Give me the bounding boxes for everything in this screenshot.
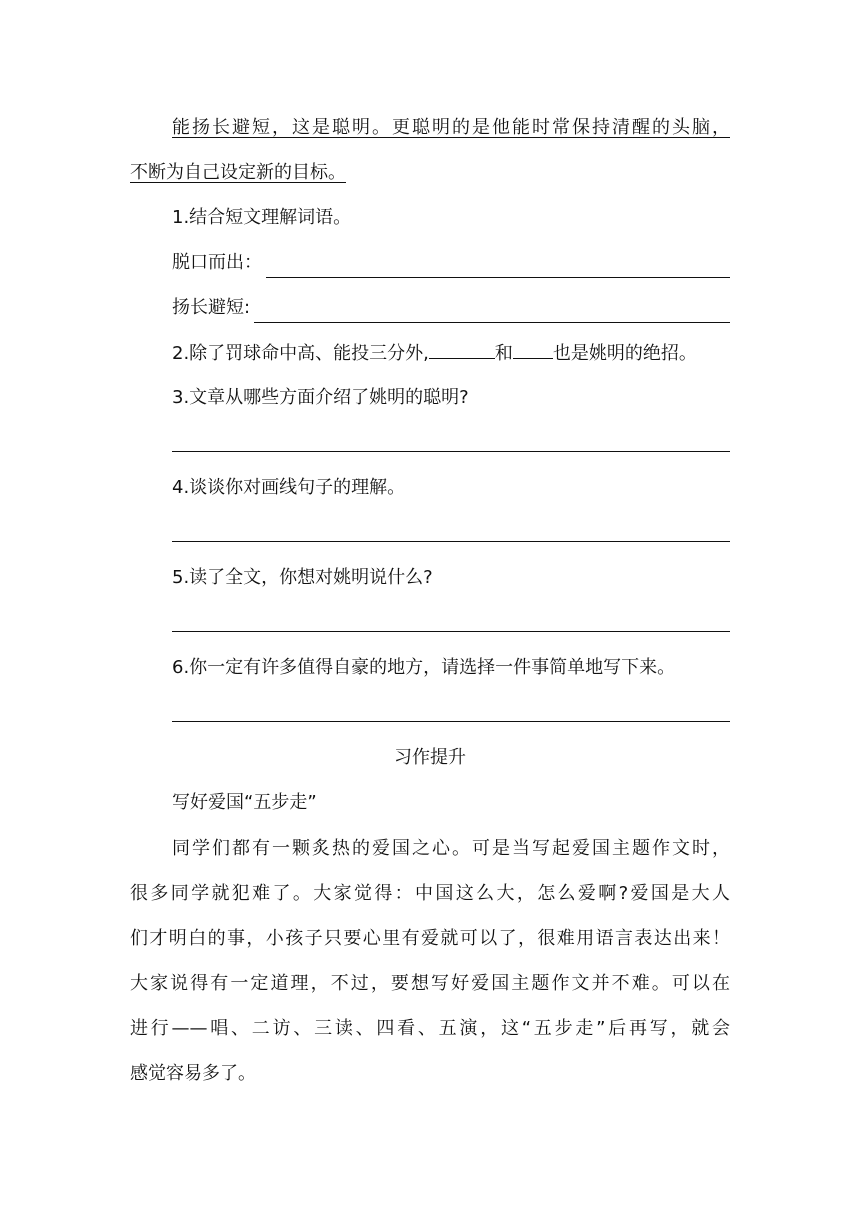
paragraph-line: 们才明白的事，小孩子只要心里有爱就可以了，很难用语言表达出来！ bbox=[130, 928, 730, 949]
answer-row-term-2 bbox=[172, 293, 730, 323]
underlined-sentence-line-1: 能扬长避短，这是聪明。更聪明的是他能时常保持清醒的头脑， bbox=[172, 117, 730, 138]
answer-line-q3[interactable] bbox=[172, 451, 730, 452]
answer-line-term-1[interactable] bbox=[266, 257, 730, 278]
question-1: 1.结合短文理解词语。 bbox=[172, 207, 352, 228]
paragraph-line: 很多同学就犯难了。大家觉得：中国这么大，怎么爱啊?爱国是大人 bbox=[130, 883, 730, 904]
answer-row-term-1 bbox=[172, 248, 730, 278]
question-2-text-and: 和 bbox=[494, 343, 513, 364]
paragraph-line: 同学们都有一颗炙热的爱国之心。可是当写起爱国主题作文时， bbox=[172, 838, 730, 859]
question-6: 6.你一定有许多值得自豪的地方，请选择一件事简单地写下来。 bbox=[172, 657, 676, 678]
answer-line-term-2[interactable] bbox=[254, 302, 730, 323]
question-2-text-end: 也是姚明的绝招。 bbox=[552, 343, 697, 364]
answer-line-q5[interactable] bbox=[172, 631, 730, 632]
question-4: 4.谈谈你对画线句子的理解。 bbox=[172, 477, 406, 498]
term-label-2: 扬长避短: bbox=[172, 297, 251, 318]
paragraph-line: 进行——唱、二访、三读、四看、五演，这“五步走”后再写，就会 bbox=[130, 1018, 730, 1039]
term-label-1: 脱口而出： bbox=[172, 252, 262, 273]
answer-line-q4[interactable] bbox=[172, 541, 730, 542]
paragraph-line: 感觉容易多了。 bbox=[130, 1063, 256, 1084]
section-title: 习作提升 bbox=[394, 747, 466, 768]
question-2 bbox=[172, 338, 730, 368]
section-subtitle: 写好爱国“五步走” bbox=[172, 792, 317, 813]
question-5: 5.读了全文，你想对姚明说什么? bbox=[172, 567, 433, 588]
blank-1[interactable] bbox=[429, 338, 495, 359]
answer-line-q6[interactable] bbox=[172, 721, 730, 722]
question-3: 3.文章从哪些方面介绍了姚明的聪明? bbox=[172, 387, 469, 408]
question-2-text-start: 2.除了罚球命中高、能投三分外, bbox=[172, 343, 429, 364]
paragraph-line: 大家说得有一定道理，不过，要想写好爱国主题作文并不难。可以在 bbox=[130, 973, 730, 994]
underlined-sentence-line-2: 不断为自己设定新的目标。 bbox=[130, 162, 346, 183]
blank-2[interactable] bbox=[513, 338, 553, 359]
